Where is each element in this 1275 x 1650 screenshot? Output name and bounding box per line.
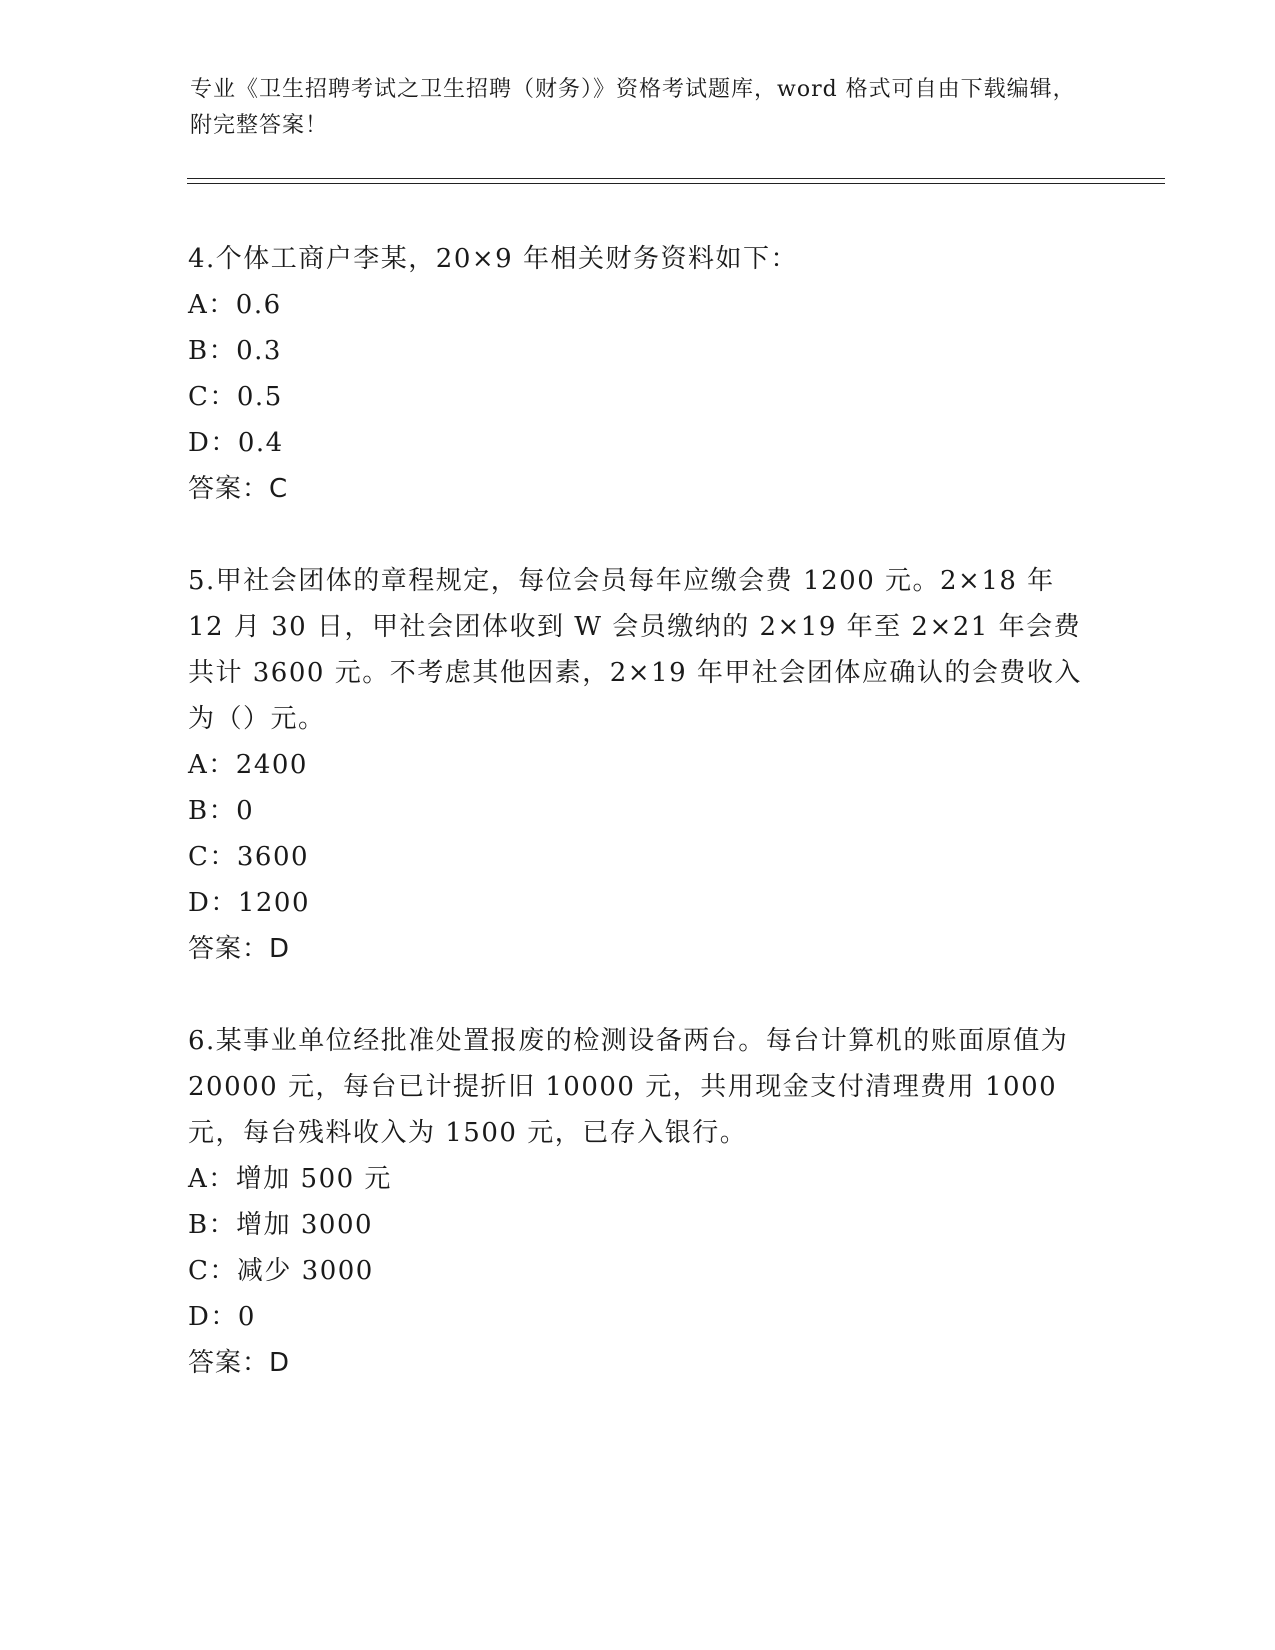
- question-stem: 6.某事业单位经批准处置报废的检测设备两台。每台计算机的账面原值为 20000 元，每台已计提折旧 10000 元，共用现金支付清理费用 1000 元，每台残料收入为 1500 元，已存入银行。: [188, 1026, 1069, 1148]
- question-4: [188, 236, 1088, 512]
- header-divider-bottom: [187, 183, 1165, 184]
- option-d: D：1200: [188, 888, 311, 918]
- option-a: A：2400: [188, 750, 308, 780]
- option-d: D：0.4: [188, 428, 284, 458]
- option-b: B：0: [188, 796, 255, 826]
- question-6: [188, 1018, 1088, 1386]
- answer: 答案：D: [188, 1348, 291, 1378]
- option-c: C：3600: [188, 842, 310, 872]
- option-b: B：增加 3000: [188, 1210, 374, 1240]
- question-stem: 4.个体工商户李某，20×9 年相关财务资料如下：: [188, 244, 798, 274]
- answer: 答案：C: [188, 474, 289, 504]
- document-header: 专业《卫生招聘考试之卫生招聘（财务）》资格考试题库，word 格式可自由下载编辑，附完整答案！: [190, 77, 1076, 138]
- option-b: B：0.3: [188, 336, 282, 366]
- option-a: A：增加 500 元: [188, 1164, 392, 1194]
- question-stem: 5.甲社会团体的章程规定，每位会员每年应缴会费 1200 元。2×18 年 12 月 30 日，甲社会团体收到 W 会员缴纳的 2×19 年至 2×21 年会费共计 3600 元。不考虑其他因素，2×19 年甲社会团体应确认的会费收入为（）元。: [188, 566, 1082, 734]
- header-divider-top: [187, 178, 1165, 179]
- option-c: C：减少 3000: [188, 1256, 374, 1286]
- option-d: D：0: [188, 1302, 256, 1332]
- question-5: [188, 558, 1088, 972]
- option-c: C：0.5: [188, 382, 283, 412]
- answer: 答案：D: [188, 934, 291, 964]
- option-a: A：0.6: [188, 290, 282, 320]
